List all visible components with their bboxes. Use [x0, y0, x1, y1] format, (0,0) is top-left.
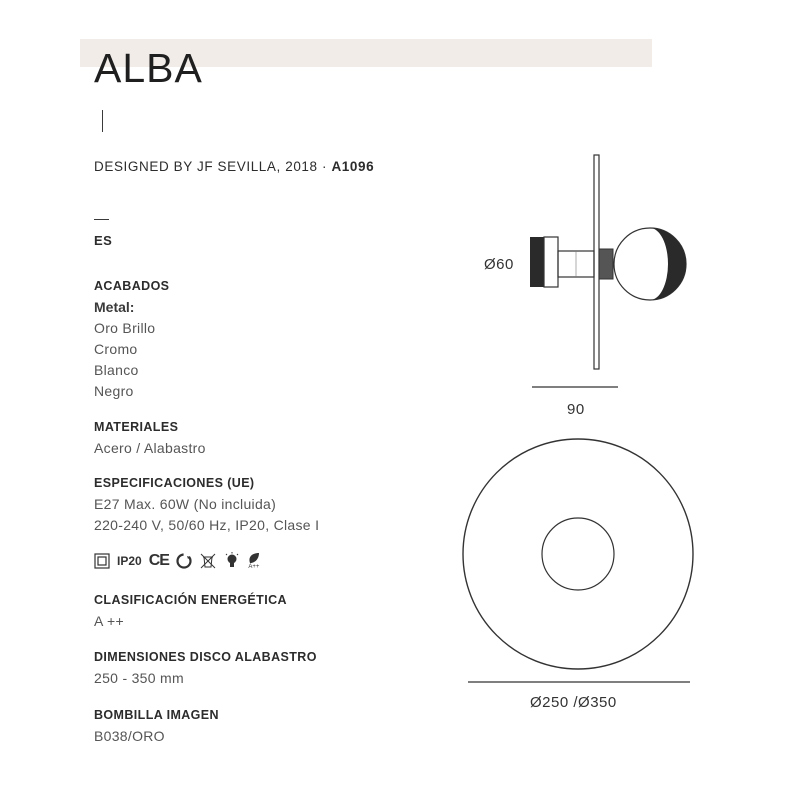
specs-line-1: E27 Max. 60W (No incluida) — [94, 496, 277, 512]
designer-text: DESIGNED BY JF SEVILLA, 2018 · — [94, 159, 332, 174]
finishes-subheading: Metal: — [94, 299, 135, 315]
materials-value: Acero / Alabastro — [94, 440, 206, 456]
disc-side-outline — [594, 155, 599, 369]
bulb-value: B038/ORO — [94, 728, 165, 744]
energy-section — [94, 590, 287, 632]
specs-section — [94, 473, 319, 536]
finish-item: Oro Brillo — [94, 320, 156, 336]
ip20-label: IP20 — [117, 554, 142, 568]
dimensions-value: 250 - 350 mm — [94, 670, 184, 686]
side-view-drawing — [460, 145, 720, 425]
energy-heading: CLASIFICACIÓN ENERGÉTICA — [94, 593, 287, 607]
finish-item: Negro — [94, 383, 134, 399]
eco-leaf-icon — [247, 552, 261, 570]
bulb-heading: BOMBILLA IMAGEN — [94, 708, 219, 722]
finish-item: Blanco — [94, 362, 139, 378]
language-code: ES — [94, 233, 113, 248]
dimensions-section — [94, 647, 317, 689]
bulb-section — [94, 705, 219, 747]
finish-item: Cromo — [94, 341, 138, 357]
bulb-icon — [224, 552, 240, 570]
finishes-heading: ACABADOS — [94, 279, 170, 293]
specs-line-2: 220-240 V, 50/60 Hz, IP20, Clase I — [94, 517, 320, 533]
side-diameter-label: Ø60 — [484, 256, 514, 273]
wall-canopy — [530, 237, 544, 287]
class-ii-icon — [94, 553, 110, 569]
materials-heading: MATERIALES — [94, 420, 179, 434]
energy-label-small: A++ — [248, 564, 260, 570]
title-divider — [102, 110, 103, 132]
bulb-front-outline — [542, 518, 614, 590]
canopy-body — [544, 237, 558, 287]
bulb-socket — [599, 249, 613, 279]
certification-icons — [94, 550, 261, 572]
designer-line — [94, 159, 374, 174]
product-title: ALBA — [94, 45, 203, 91]
weee-bin-icon — [199, 552, 217, 570]
side-depth-label: 90 — [567, 401, 585, 418]
disc-front-outline — [463, 439, 693, 669]
recycle-icon — [176, 553, 192, 569]
language-dash — [94, 219, 109, 220]
reference-code: A1096 — [331, 159, 375, 174]
front-diameter-label: Ø250 /Ø350 — [530, 694, 617, 711]
dimensions-heading: DIMENSIONES DISCO ALABASTRO — [94, 650, 317, 664]
front-view-drawing — [460, 430, 710, 700]
specs-heading: ESPECIFICACIONES (UE) — [94, 476, 255, 490]
energy-value: A ++ — [94, 613, 125, 629]
finishes-section — [94, 276, 169, 402]
ce-mark-icon: CE — [148, 552, 169, 569]
bulb-dark-half — [650, 228, 686, 300]
materials-section — [94, 417, 206, 459]
